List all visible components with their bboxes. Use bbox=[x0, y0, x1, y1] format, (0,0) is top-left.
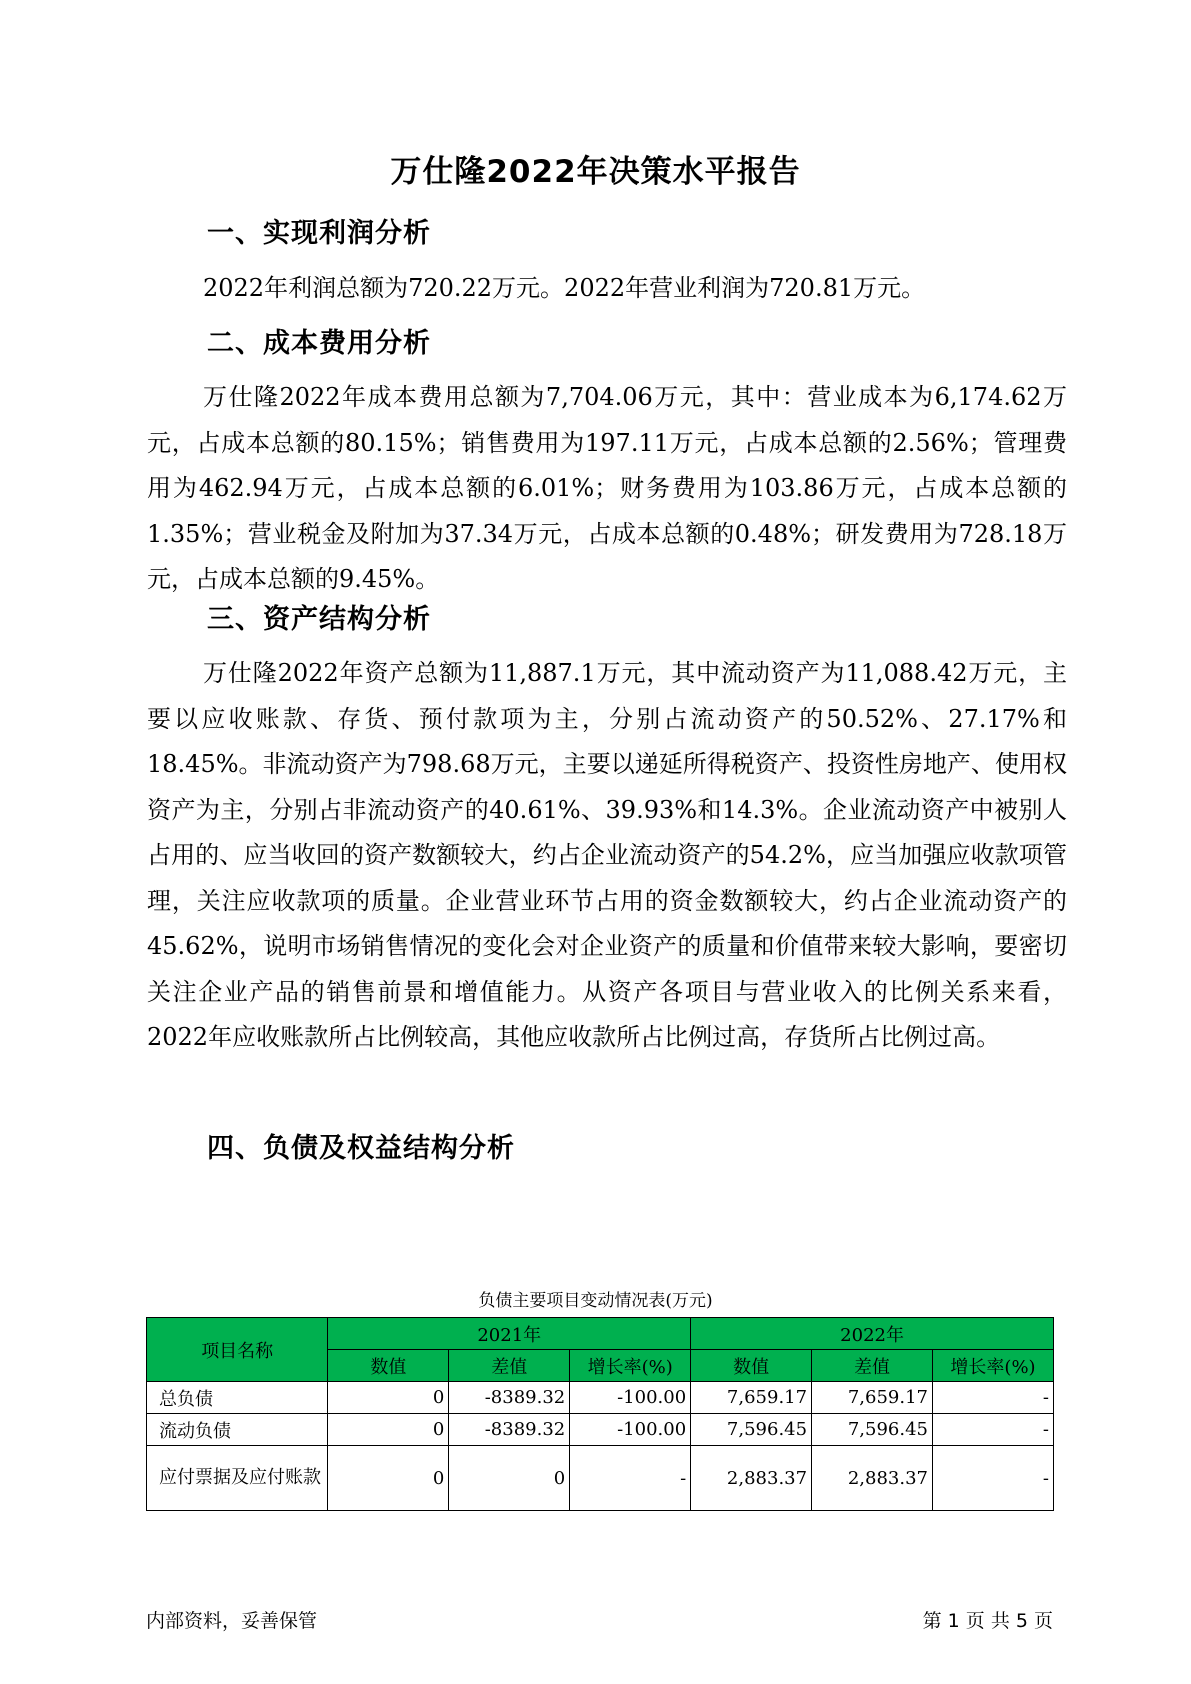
table-cell: 7,596.45 bbox=[812, 1414, 933, 1446]
section-body-assets: 万仕隆2022年资产总额为11,887.1万元，其中流动资产为11,088.42万元，主要以应收账款、存货、预付款项为主，分别占流动资产的50.52%、27.17%和18.45%。非流动资产为798.68万元，主要以递延所得税资产、投资性房地产、使用权资产为主，分别占非流动资产的40.61%、39.93%和14.3%。企业流动资产中被别人占用的、应当收回的资产数额较大，约占企业流动资产的54.2%，应当加强应收款项管理，关注应收款项的质量。企业营业环节占用的资金数额较大，约占企业流动资产的45.62%，说明市场销售情况的变化会对企业资产的质量和价值带来较大影响，要密切关注企业产品的销售前景和增值能力。从资产各项目与营业收入的比例关系来看，2022年应收账款所占比例较高，其他应收款所占比例过高，存货所占比例过高。 bbox=[147, 659, 1067, 1051]
table-cell: 0 bbox=[449, 1446, 570, 1511]
table-cell: - bbox=[933, 1414, 1054, 1446]
table-cell: 0 bbox=[328, 1382, 449, 1414]
table-cell: -100.00 bbox=[570, 1382, 691, 1414]
table-row bbox=[147, 1382, 1054, 1414]
page-title: 万仕隆2022年决策水平报告 bbox=[390, 154, 801, 190]
table-cell: 7,596.45 bbox=[691, 1414, 812, 1446]
table-cell: 2,883.37 bbox=[691, 1446, 812, 1511]
table-cell: -100.00 bbox=[570, 1414, 691, 1446]
section-heading-profit: 一、实现利润分析 bbox=[207, 218, 431, 249]
column-header-difference: 差值 bbox=[812, 1350, 933, 1382]
section-heading-liabilities: 四、负债及权益结构分析 bbox=[207, 1133, 515, 1164]
footer-page-number: 第 1 页 共 5 页 bbox=[922, 1610, 1053, 1632]
footer-confidential-note: 内部资料，妥善保管 bbox=[146, 1610, 318, 1632]
section-heading-assets: 三、资产结构分析 bbox=[207, 604, 431, 635]
column-header-year-2021: 2021年 bbox=[328, 1318, 691, 1350]
table-cell: 0 bbox=[328, 1414, 449, 1446]
table-cell: -8389.32 bbox=[449, 1414, 570, 1446]
section-heading-cost: 二、成本费用分析 bbox=[207, 328, 431, 359]
column-header-difference: 差值 bbox=[449, 1350, 570, 1382]
row-label: 流动负债 bbox=[147, 1414, 328, 1446]
column-header-value: 数值 bbox=[328, 1350, 449, 1382]
row-label: 应付票据及应付账款 bbox=[147, 1446, 328, 1511]
column-header-item-name: 项目名称 bbox=[147, 1318, 328, 1382]
table-cell: - bbox=[933, 1382, 1054, 1414]
column-header-year-2022: 2022年 bbox=[691, 1318, 1054, 1350]
table-cell: 7,659.17 bbox=[691, 1382, 812, 1414]
section-body-cost: 万仕隆2022年成本费用总额为7,704.06万元，其中：营业成本为6,174.62万元，占成本总额的80.15%；销售费用为197.11万元，占成本总额的2.56%；管理费用为462.94万元，占成本总额的6.01%；财务费用为103.86万元，占成本总额的1.35%；营业税金及附加为37.34万元，占成本总额的0.48%；研发费用为728.18万元，占成本总额的9.45%。 bbox=[147, 383, 1067, 593]
table-cell: 0 bbox=[328, 1446, 449, 1511]
table-caption: 负债主要项目变动情况表(万元) bbox=[478, 1291, 713, 1311]
table-row bbox=[147, 1446, 1054, 1511]
row-label: 总负债 bbox=[147, 1382, 328, 1414]
table-cell: 7,659.17 bbox=[812, 1382, 933, 1414]
liabilities-table bbox=[146, 1317, 1054, 1511]
table-cell: 2,883.37 bbox=[812, 1446, 933, 1511]
column-header-growth-rate: 增长率(%) bbox=[570, 1350, 691, 1382]
column-header-growth-rate: 增长率(%) bbox=[933, 1350, 1054, 1382]
table-cell: -8389.32 bbox=[449, 1382, 570, 1414]
column-header-value: 数值 bbox=[691, 1350, 812, 1382]
section-body-profit: 2022年利润总额为720.22万元。2022年营业利润为720.81万元。 bbox=[203, 274, 926, 302]
table-row bbox=[147, 1414, 1054, 1446]
table-cell: - bbox=[570, 1446, 691, 1511]
table-cell: - bbox=[933, 1446, 1054, 1511]
